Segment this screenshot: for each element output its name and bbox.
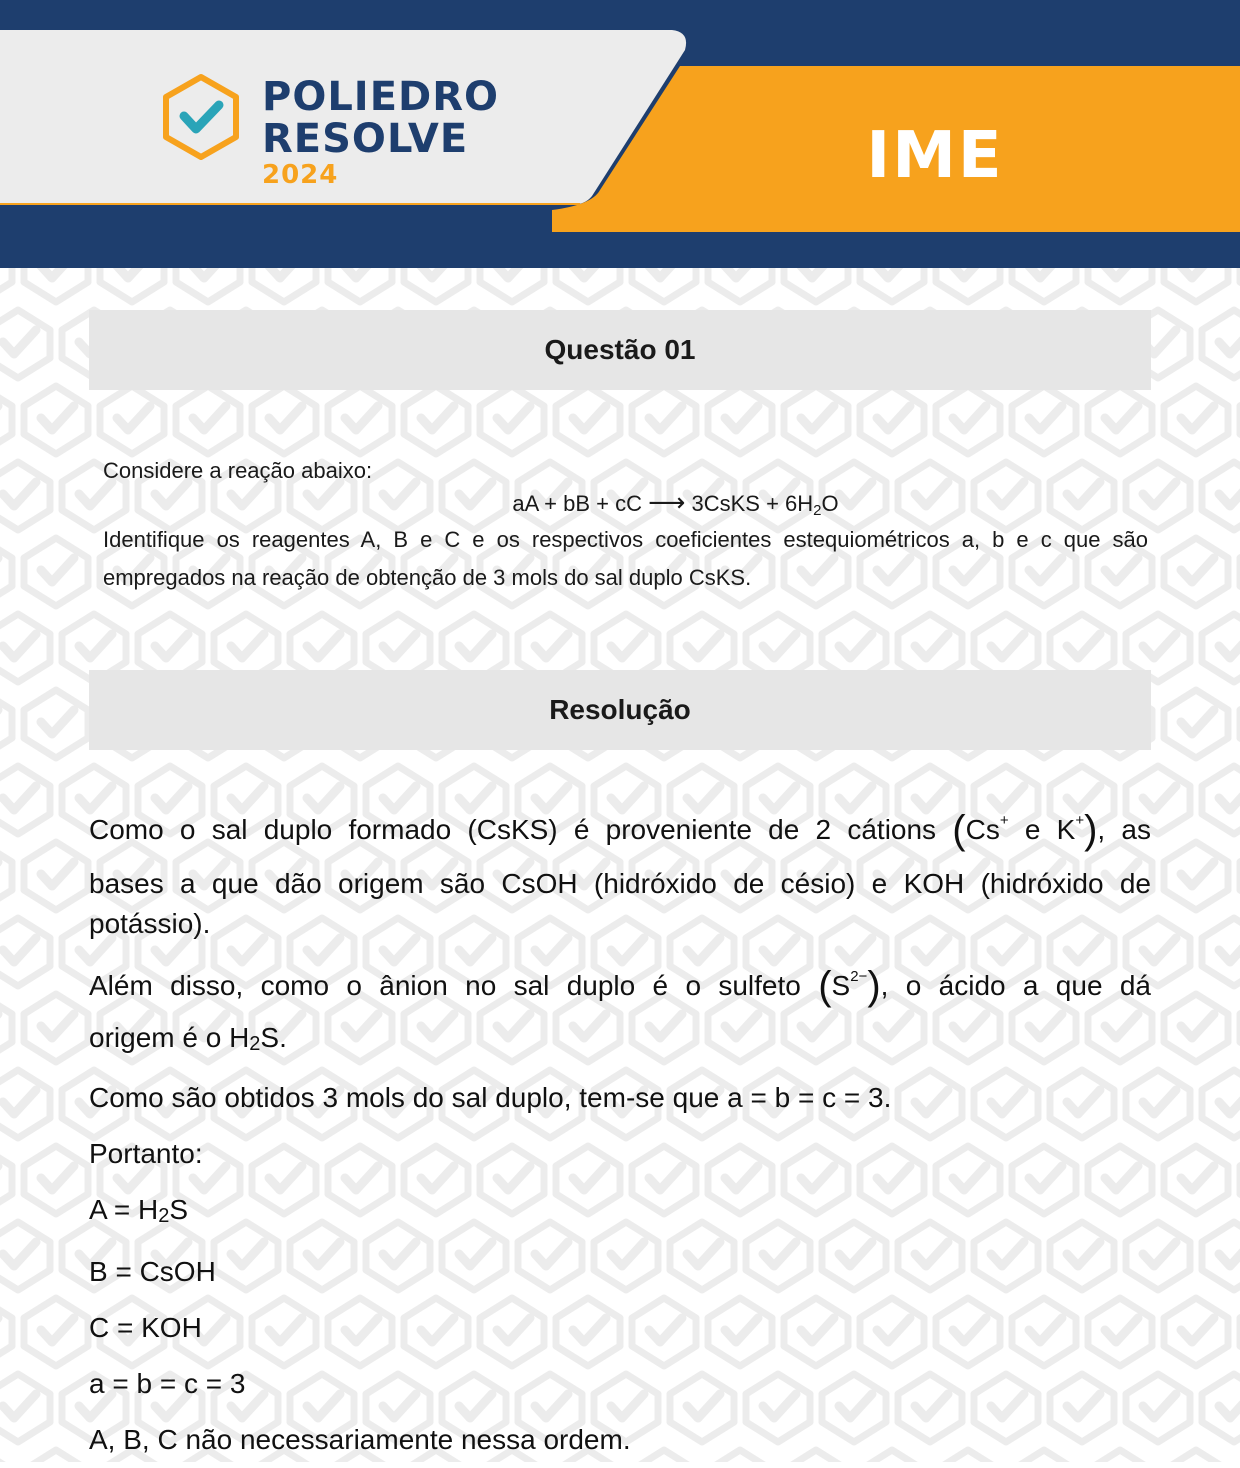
brand-year: 2024	[262, 160, 339, 190]
p1-mid: e K	[1008, 814, 1076, 845]
cesium-symbol: Cs	[965, 814, 1000, 845]
brand-line-1: POLIEDRO	[262, 74, 500, 120]
resolution-paragraph-3: Como são obtidos 3 mols do sal duplo, tem-se que a = b = c = 3.	[89, 1082, 892, 1113]
answer-c: C = KOH	[89, 1312, 202, 1343]
exam-title: IME	[866, 119, 1004, 193]
answer-coefficients: a = b = c = 3	[89, 1368, 246, 1399]
brand-logo-text	[262, 76, 499, 189]
resolution-paragraph-2	[89, 960, 1151, 1012]
p1-end: , as	[1097, 814, 1151, 845]
question-title-bar	[89, 310, 1151, 390]
question-text-line-1: Identifique os reagentes A, B e C e os respectivos coeficientes estequiométricos a, b e c que são	[103, 527, 1148, 552]
reaction-arrow-icon: ⟶	[648, 487, 686, 517]
answer-a	[89, 1182, 1151, 1244]
p2-line2-text: origem é o H	[89, 1022, 250, 1053]
sulfide-charge: 2−	[850, 968, 868, 985]
cesium-charge: +	[999, 812, 1009, 829]
brand-line-2: RESOLVE	[262, 116, 469, 162]
answer-a-text: A = H	[89, 1194, 159, 1225]
resolution-paragraph-2-line-2	[89, 1012, 1151, 1070]
resolution-title: Resolução	[549, 694, 691, 725]
resolution-portanto: Portanto:	[89, 1138, 203, 1169]
equation-rhs-end: O	[821, 491, 839, 516]
potassium-charge: +	[1075, 812, 1085, 829]
answer-a-end: S	[169, 1194, 189, 1225]
question-intro: Considere a reação abaixo:	[103, 458, 373, 483]
checkmark-hexagon-icon	[156, 72, 246, 162]
resolution-paragraph-1-line-3: potássio).	[89, 908, 211, 939]
resolution-paragraph-1	[89, 804, 1151, 856]
answer-a-subscript: 2	[158, 1205, 170, 1227]
close-paren-2: )	[867, 964, 881, 1008]
p2-end: , o ácido a que dá	[880, 970, 1151, 1001]
equation-subscript: 2	[813, 502, 822, 519]
sulfide-symbol: S	[831, 970, 851, 1001]
p1-text: Como o sal duplo formado (CsKS) é proveniente de 2 cátions	[89, 814, 953, 845]
equation-rhs: 3CsKS + 6H	[685, 491, 814, 516]
question-text-line-2: empregados na reação de obtenção de 3 mols do sal duplo CsKS.	[103, 565, 752, 590]
question-title: Questão 01	[544, 334, 696, 365]
p2-text: Além disso, como o ânion no sal duplo é o sulfeto	[89, 970, 819, 1001]
resolution-title-bar	[89, 670, 1151, 750]
page-header	[0, 0, 1240, 268]
open-paren-2: (	[818, 964, 832, 1008]
answer-note: A, B, C não necessariamente nessa ordem.	[89, 1424, 631, 1455]
close-paren: )	[1084, 808, 1098, 852]
reaction-equation	[103, 487, 1148, 519]
answer-b: B = CsOH	[89, 1256, 216, 1287]
resolution-body	[89, 804, 1151, 1468]
p2-subscript: 2	[249, 1033, 261, 1055]
p2-line2-end: S.	[260, 1022, 287, 1053]
question-body	[103, 452, 1148, 597]
resolution-paragraph-1-line-2: bases a que dão origem são CsOH (hidróxido de césio) e KOH (hidróxido de	[89, 868, 1151, 899]
open-paren: (	[952, 808, 966, 852]
equation-lhs: aA + bB + cC	[512, 491, 649, 516]
